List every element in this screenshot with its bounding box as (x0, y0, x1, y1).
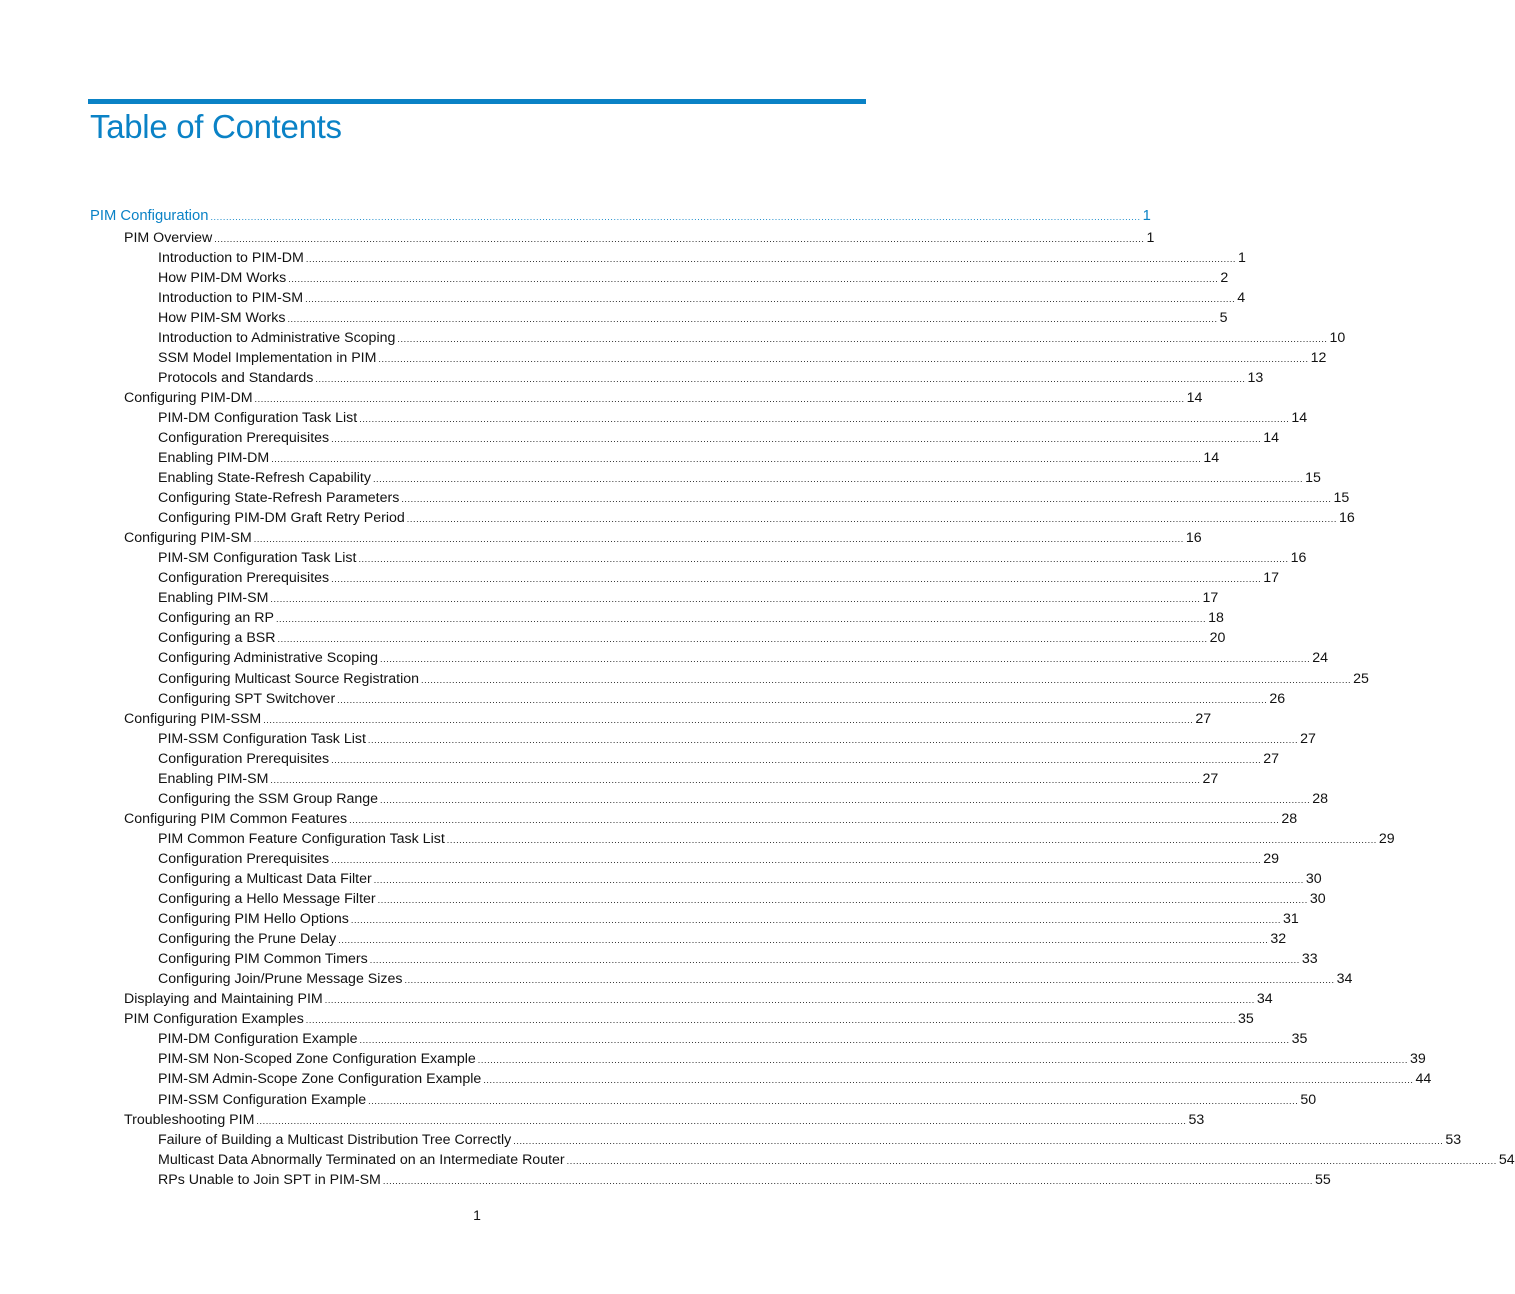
toc-entry-page: 28 (1312, 790, 1328, 807)
toc-leader-dots: ............................................................................................................................................................................................................................................................................................................ (382, 1175, 1314, 1186)
toc-leader-dots: ............................................................................................................................................................................................................................................................................................................ (270, 774, 1201, 785)
toc-leader-dots: ............................................................................................................................................................................................................................................................................................................ (287, 313, 1218, 324)
toc-entry-title: Configuring a Hello Message Filter (158, 891, 376, 908)
toc-entry-title: PIM-DM Configuration Example (158, 1031, 358, 1048)
toc-leader-dots: ............................................................................................................................................................................................................................................................................................................ (254, 393, 1185, 404)
toc-entry[interactable] (90, 949, 1318, 969)
toc-leader-dots: ............................................................................................................................................................................................................................................................................................................ (378, 353, 1309, 364)
toc-leader-dots: ............................................................................................................................................................................................................................................................................................................ (210, 212, 1141, 222)
toc-entry[interactable] (90, 528, 1202, 548)
toc-entry-title: Introduction to Administrative Scoping (158, 329, 396, 346)
toc-entry[interactable] (90, 308, 1228, 328)
toc-entry[interactable] (90, 388, 1203, 408)
toc-entry-page: 4 (1237, 289, 1246, 306)
toc-leader-dots: ............................................................................................................................................................................................................................................................................................................ (406, 514, 1337, 525)
title-rule (88, 99, 866, 104)
toc-entry-page: 39 (1409, 1051, 1426, 1068)
toc-entry-title: RPs Unable to Join SPT in PIM-SM (158, 1171, 381, 1188)
toc-entry-page: 14 (1203, 450, 1220, 467)
toc-entry-title: Configuration Prerequisites (158, 750, 330, 767)
toc-entry-title: Enabling PIM-SM (158, 590, 269, 607)
toc-entry-title: Configuring SPT Switchover (158, 690, 336, 707)
toc-entry-title: PIM Configuration Examples (124, 1011, 304, 1028)
toc-entry-page: 5 (1219, 309, 1228, 326)
toc-entry-page: 14 (1263, 429, 1280, 446)
toc-entry-title: Configuring the Prune Delay (158, 931, 337, 948)
toc-entry[interactable] (90, 729, 1316, 749)
toc-entry-title: Troubleshooting PIM (124, 1111, 255, 1128)
toc-entry-page: 18 (1208, 610, 1224, 627)
toc-entry-page: 24 (1312, 650, 1328, 667)
toc-entry-page: 35 (1291, 1031, 1308, 1048)
toc-leader-dots: ............................................................................................................................................................................................................................................................................................................ (214, 233, 1145, 244)
toc-entry[interactable] (90, 206, 1151, 228)
toc-leader-dots: ............................................................................................................................................................................................................................................................................................................ (397, 333, 1328, 344)
toc-entry-title: Enabling State-Refresh Capability (158, 470, 371, 487)
toc-entry-title: Configuring PIM-DM (124, 389, 253, 406)
toc-leader-dots: ............................................................................................................................................................................................................................................................................................................ (315, 373, 1246, 384)
toc-entry[interactable] (90, 568, 1280, 588)
toc-entry[interactable] (90, 1110, 1205, 1130)
toc-leader-dots: ............................................................................................................................................................................................................................................................................................................ (337, 694, 1268, 705)
toc-leader-dots: ............................................................................................................................................................................................................................................................................................................ (305, 1015, 1236, 1026)
toc-entry-title: Configuration Prerequisites (158, 570, 330, 587)
toc-entry-page: 33 (1301, 951, 1318, 968)
toc-entry-page: 2 (1220, 269, 1229, 286)
toc-entry[interactable] (90, 1170, 1331, 1190)
toc-entry-page: 54 (1498, 1151, 1515, 1168)
toc-entry-page: 25 (1353, 670, 1369, 687)
toc-entry[interactable] (90, 548, 1307, 568)
toc-entry-page: 1 (1146, 229, 1155, 246)
toc-entry-page: 15 (1305, 470, 1321, 487)
toc-leader-dots: ............................................................................................................................................................................................................................................................................................................ (253, 534, 1184, 545)
toc-entry-page: 27 (1195, 710, 1212, 727)
toc-entry-title: Introduction to PIM-DM (158, 249, 304, 266)
toc-leader-dots: ............................................................................................................................................................................................................................................................................................................ (513, 1135, 1444, 1146)
toc-entry[interactable] (90, 588, 1219, 608)
toc-leader-dots: ............................................................................................................................................................................................................................................................................................................ (277, 634, 1208, 645)
toc-entry[interactable] (90, 769, 1219, 789)
toc-entry[interactable] (90, 328, 1346, 348)
toc-entry-page: 16 (1290, 550, 1307, 567)
toc-entry-page: 15 (1333, 490, 1350, 507)
toc-entry[interactable] (90, 448, 1220, 468)
toc-entry-title: How PIM-DM Works (158, 269, 287, 286)
toc-leader-dots: ............................................................................................................................................................................................................................................................................................................ (275, 614, 1207, 625)
toc-entry-page: 27 (1263, 750, 1280, 767)
toc-entry-page: 35 (1237, 1011, 1254, 1028)
toc-entry-title: PIM-DM Configuration Task List (158, 409, 358, 426)
toc-entry[interactable] (90, 869, 1322, 889)
toc-entry-page: 16 (1338, 510, 1355, 527)
toc-entry[interactable] (90, 368, 1264, 388)
toc-leader-dots: ............................................................................................................................................................................................................................................................................................................ (380, 654, 1311, 665)
toc-entry-title: Configuring Administrative Scoping (158, 650, 379, 667)
toc-entry-page: 44 (1415, 1071, 1432, 1088)
toc-entry-page: 13 (1247, 369, 1264, 386)
toc-leader-dots: ............................................................................................................................................................................................................................................................................................................ (270, 594, 1201, 605)
toc-entry-title: Introduction to PIM-SM (158, 289, 304, 306)
toc-entry[interactable] (90, 689, 1286, 709)
toc-leader-dots: ............................................................................................................................................................................................................................................................................................................ (256, 1115, 1187, 1126)
toc-entry-title: PIM-SSM Configuration Example (158, 1091, 367, 1108)
toc-leader-dots: ............................................................................................................................................................................................................................................................................................................ (368, 1095, 1299, 1106)
toc-entry[interactable] (90, 669, 1369, 689)
toc-entry[interactable] (90, 1150, 1515, 1170)
toc-entry-title: Configuring an RP (158, 610, 274, 627)
toc-entry-title: Configuring the SSM Group Range (158, 790, 379, 807)
toc-entry-title: Failure of Building a Multicast Distribution Tree Correctly (158, 1131, 512, 1148)
toc-entry-title: Protocols and Standards (158, 369, 314, 386)
toc-entry[interactable] (90, 1029, 1308, 1049)
toc-entry-title: PIM-SM Non-Scoped Zone Configuration Example (158, 1051, 476, 1068)
toc-entry[interactable] (90, 608, 1224, 628)
toc-entry[interactable] (90, 989, 1273, 1009)
toc-entry-title: PIM-SSM Configuration Task List (158, 730, 366, 747)
toc-entry-title: Configuring PIM-SSM (124, 710, 262, 727)
toc-leader-dots: ............................................................................................................................................................................................................................................................................................................ (404, 975, 1335, 986)
toc-entry-page: 1 (1142, 208, 1151, 224)
toc-entry-title: PIM-SM Admin-Scope Zone Configuration Example (158, 1071, 482, 1088)
toc-entry-page: 50 (1300, 1091, 1317, 1108)
toc-entry-title: Configuring Join/Prune Message Sizes (158, 971, 403, 988)
toc-leader-dots: ............................................................................................................................................................................................................................................................................................................ (477, 1055, 1408, 1066)
toc-entry[interactable] (90, 1069, 1432, 1089)
toc-entry[interactable] (90, 829, 1395, 849)
toc-entry[interactable] (90, 508, 1355, 528)
toc-leader-dots: ............................................................................................................................................................................................................................................................................................................ (358, 554, 1289, 565)
toc-entry-title: Configuration Prerequisites (158, 429, 330, 446)
toc-entry-title: Configuring PIM-SM (124, 530, 252, 547)
toc-entry-page: 28 (1281, 810, 1298, 827)
toc-leader-dots: ............................................................................................................................................................................................................................................................................................................ (350, 915, 1281, 926)
toc-leader-dots: ............................................................................................................................................................................................................................................................................................................ (288, 273, 1219, 284)
toc-entry[interactable] (90, 288, 1246, 308)
toc-entry-title: Displaying and Maintaining PIM (124, 991, 323, 1008)
toc-entry-page: 31 (1283, 911, 1299, 928)
toc-leader-dots: ............................................................................................................................................................................................................................................................................................................ (367, 734, 1299, 745)
toc-leader-dots: ............................................................................................................................................................................................................................................................................................................ (305, 253, 1237, 264)
toc-entry[interactable] (90, 648, 1328, 668)
toc-entry-page: 14 (1291, 409, 1308, 426)
page-title: Table of Contents (90, 108, 342, 145)
toc-leader-dots: ............................................................................................................................................................................................................................................................................................................ (263, 714, 1194, 725)
toc-leader-dots: ............................................................................................................................................................................................................................................................................................................ (372, 474, 1304, 485)
toc-entry[interactable] (90, 929, 1287, 949)
toc-entry-page: 34 (1256, 991, 1273, 1008)
toc-leader-dots: ............................................................................................................................................................................................................................................................................................................ (377, 895, 1308, 906)
toc-leader-dots: ............................................................................................................................................................................................................................................................................................................ (331, 433, 1262, 444)
page-number: 1 (473, 1207, 481, 1223)
toc-leader-dots: ............................................................................................................................................................................................................................................................................................................ (446, 834, 1377, 845)
toc-leader-dots: ............................................................................................................................................................................................................................................................................................................ (373, 875, 1304, 885)
toc-entry-title: How PIM-SM Works (158, 309, 286, 326)
toc-entry[interactable] (90, 248, 1246, 268)
toc-entry-title: Configuring PIM Common Features (124, 810, 348, 827)
toc-entry-title: Multicast Data Abnormally Terminated on an Intermediate Router (158, 1151, 565, 1168)
toc-entry[interactable] (90, 789, 1328, 809)
toc-entry[interactable] (90, 488, 1350, 508)
toc-entry-title: Configuring PIM Common Timers (158, 951, 368, 968)
toc-entry[interactable] (90, 909, 1299, 929)
toc-entry-page: 10 (1329, 329, 1346, 346)
toc-entry-page: 53 (1445, 1131, 1462, 1148)
toc-entry-page: 34 (1336, 971, 1353, 988)
toc-entry-page: 12 (1310, 349, 1327, 366)
toc-leader-dots: ............................................................................................................................................................................................................................................................................................................ (359, 413, 1290, 424)
toc-entry-page: 29 (1378, 830, 1395, 847)
toc-leader-dots: ............................................................................................................................................................................................................................................................................................................ (331, 574, 1262, 585)
toc-entry-page: 30 (1305, 871, 1322, 887)
toc-entry-page: 30 (1309, 891, 1326, 908)
toc-entry[interactable] (90, 268, 1229, 288)
toc-leader-dots: ............................................................................................................................................................................................................................................................................................................ (566, 1155, 1497, 1166)
toc-entry[interactable] (90, 709, 1212, 729)
toc-entry[interactable] (90, 809, 1298, 829)
toc-entry[interactable] (90, 1130, 1462, 1150)
toc-entry[interactable] (90, 408, 1308, 428)
toc-entry-title: Configuration Prerequisites (158, 850, 330, 867)
toc-entry-page: 26 (1269, 690, 1286, 707)
toc-entry-title: Configuring PIM Hello Options (158, 911, 349, 928)
toc-entry[interactable] (90, 468, 1321, 488)
toc-entry-title: Configuring PIM-DM Graft Retry Period (158, 510, 405, 527)
toc-entry-title: SSM Model Implementation in PIM (158, 349, 377, 366)
toc-leader-dots: ............................................................................................................................................................................................................................................................................................................ (305, 293, 1236, 304)
toc-entry-title: Configuring State-Refresh Parameters (158, 490, 400, 507)
toc-entry[interactable] (90, 849, 1280, 869)
toc-entry[interactable] (90, 428, 1280, 448)
toc-leader-dots: ............................................................................................................................................................................................................................................................................................................ (338, 935, 1269, 946)
toc-entry[interactable] (90, 228, 1155, 248)
toc-leader-dots: ............................................................................................................................................................................................................................................................................................................ (483, 1075, 1414, 1086)
toc-leader-dots: ............................................................................................................................................................................................................................................................................................................ (421, 674, 1352, 685)
toc-entry-page: 55 (1315, 1171, 1331, 1188)
toc-entry[interactable] (90, 889, 1326, 909)
toc-entry-title: Configuring a BSR (158, 630, 276, 647)
toc-entry-page: 17 (1202, 590, 1219, 607)
toc-leader-dots: ............................................................................................................................................................................................................................................................................................................ (271, 454, 1202, 465)
toc-entry-title: PIM Overview (124, 229, 213, 246)
toc-leader-dots: ............................................................................................................................................................................................................................................................................................................ (324, 995, 1255, 1006)
toc-entry[interactable] (90, 969, 1353, 989)
toc-entry-page: 20 (1209, 630, 1226, 647)
toc-entry-page: 27 (1300, 730, 1316, 747)
toc-entry-page: 32 (1270, 931, 1287, 948)
toc-entry[interactable] (90, 1090, 1317, 1110)
toc-entry-title: Configuring Multicast Source Registration (158, 670, 420, 687)
toc-entry-page: 29 (1263, 850, 1280, 867)
toc-entry-page: 16 (1185, 530, 1202, 547)
toc-entry-title: Enabling PIM-SM (158, 770, 269, 787)
toc-entry-page: 17 (1263, 570, 1280, 587)
toc-leader-dots: ............................................................................................................................................................................................................................................................................................................ (380, 794, 1311, 805)
toc-list (90, 206, 1515, 1190)
toc-entry[interactable] (90, 749, 1280, 769)
toc-entry[interactable] (90, 628, 1226, 648)
toc-entry[interactable] (90, 1009, 1254, 1029)
toc-entry-title: PIM Configuration (90, 208, 209, 224)
toc-leader-dots: ............................................................................................................................................................................................................................................................................................................ (331, 854, 1262, 865)
toc-leader-dots: ............................................................................................................................................................................................................................................................................................................ (331, 754, 1262, 765)
toc-entry-title: Configuring a Multicast Data Filter (158, 871, 372, 887)
toc-leader-dots: ............................................................................................................................................................................................................................................................................................................ (359, 1035, 1290, 1046)
toc-entry-page: 53 (1188, 1111, 1205, 1128)
toc-leader-dots: ............................................................................................................................................................................................................................................................................................................ (349, 814, 1280, 825)
toc-entry-title: PIM Common Feature Configuration Task List (158, 830, 445, 847)
toc-entry[interactable] (90, 1049, 1426, 1069)
toc-entry-page: 1 (1238, 249, 1246, 266)
toc-entry-page: 14 (1186, 389, 1203, 406)
toc-entry-title: Enabling PIM-DM (158, 450, 270, 467)
toc-leader-dots: ............................................................................................................................................................................................................................................................................................................ (369, 955, 1300, 966)
toc-leader-dots: ............................................................................................................................................................................................................................................................................................................ (401, 494, 1332, 505)
toc-entry[interactable] (90, 348, 1327, 368)
toc-entry-page: 27 (1202, 770, 1219, 787)
toc-entry-title: PIM-SM Configuration Task List (158, 550, 357, 567)
